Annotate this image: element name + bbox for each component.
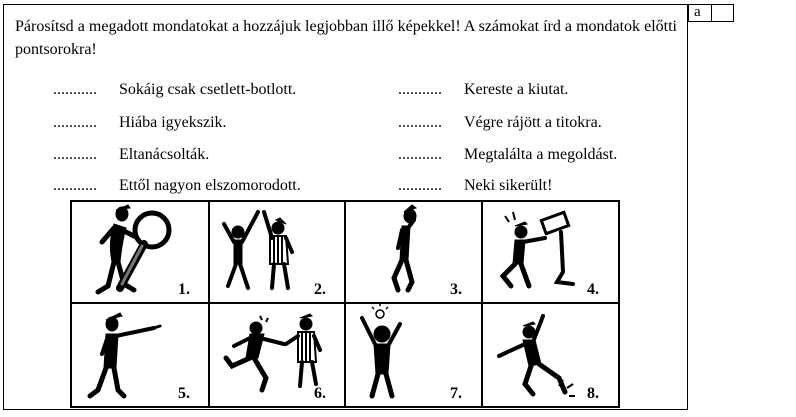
picture-cell-4 xyxy=(483,202,618,302)
picture-number: 1. xyxy=(178,281,190,298)
sentence-text: Ettől nagyon elszomorodott. xyxy=(119,177,301,194)
sentence-text: Kereste a kiutat. xyxy=(464,81,569,98)
sentence-text: Megtalálta a megoldást. xyxy=(464,146,618,163)
picture-number: 8. xyxy=(587,385,599,402)
picture-number: 5. xyxy=(178,385,190,402)
picture-number: 2. xyxy=(314,281,326,298)
picture-cell-7 xyxy=(346,304,481,408)
picture-number: 7. xyxy=(450,385,462,402)
instruction-text: Párosítsd a megadott mondatokat a hozzájuk legjobban illő képekkel! A számokat írd a mondatok előtti pontsorokra! xyxy=(15,18,677,58)
picture-grid xyxy=(70,200,620,408)
picture-number: 4. xyxy=(587,281,599,298)
grade-label: a xyxy=(694,4,701,20)
picture-cell-2 xyxy=(210,202,344,302)
picture-cell-1 xyxy=(72,202,208,302)
sentence-text: Eltanácsolták. xyxy=(119,146,210,163)
answer-blank[interactable]: ........... xyxy=(53,177,97,194)
grade-field[interactable] xyxy=(711,5,733,21)
sentence-text: Végre rájött a titokra. xyxy=(464,114,602,131)
answer-blank[interactable]: ........... xyxy=(398,146,442,163)
picture-number: 6. xyxy=(314,385,326,402)
answer-blank[interactable]: ........... xyxy=(398,81,442,98)
answer-blank[interactable]: ........... xyxy=(398,177,442,194)
picture-cell-6 xyxy=(210,304,344,408)
grade-box xyxy=(688,4,734,22)
picture-number: 3. xyxy=(450,281,462,298)
sentence-text: Hiába igyekszik. xyxy=(119,114,227,131)
answer-blank[interactable]: ........... xyxy=(53,114,97,131)
picture-cell-3 xyxy=(346,202,481,302)
answer-blank[interactable]: ........... xyxy=(53,146,97,163)
answer-blank[interactable]: ........... xyxy=(398,114,442,131)
answer-blank[interactable]: ........... xyxy=(53,81,97,98)
picture-cell-8 xyxy=(483,304,618,408)
picture-cell-5 xyxy=(72,304,208,408)
sentence-text: Neki sikerült! xyxy=(464,177,553,194)
sentence-text: Sokáig csak csetlett-botlott. xyxy=(119,81,297,98)
